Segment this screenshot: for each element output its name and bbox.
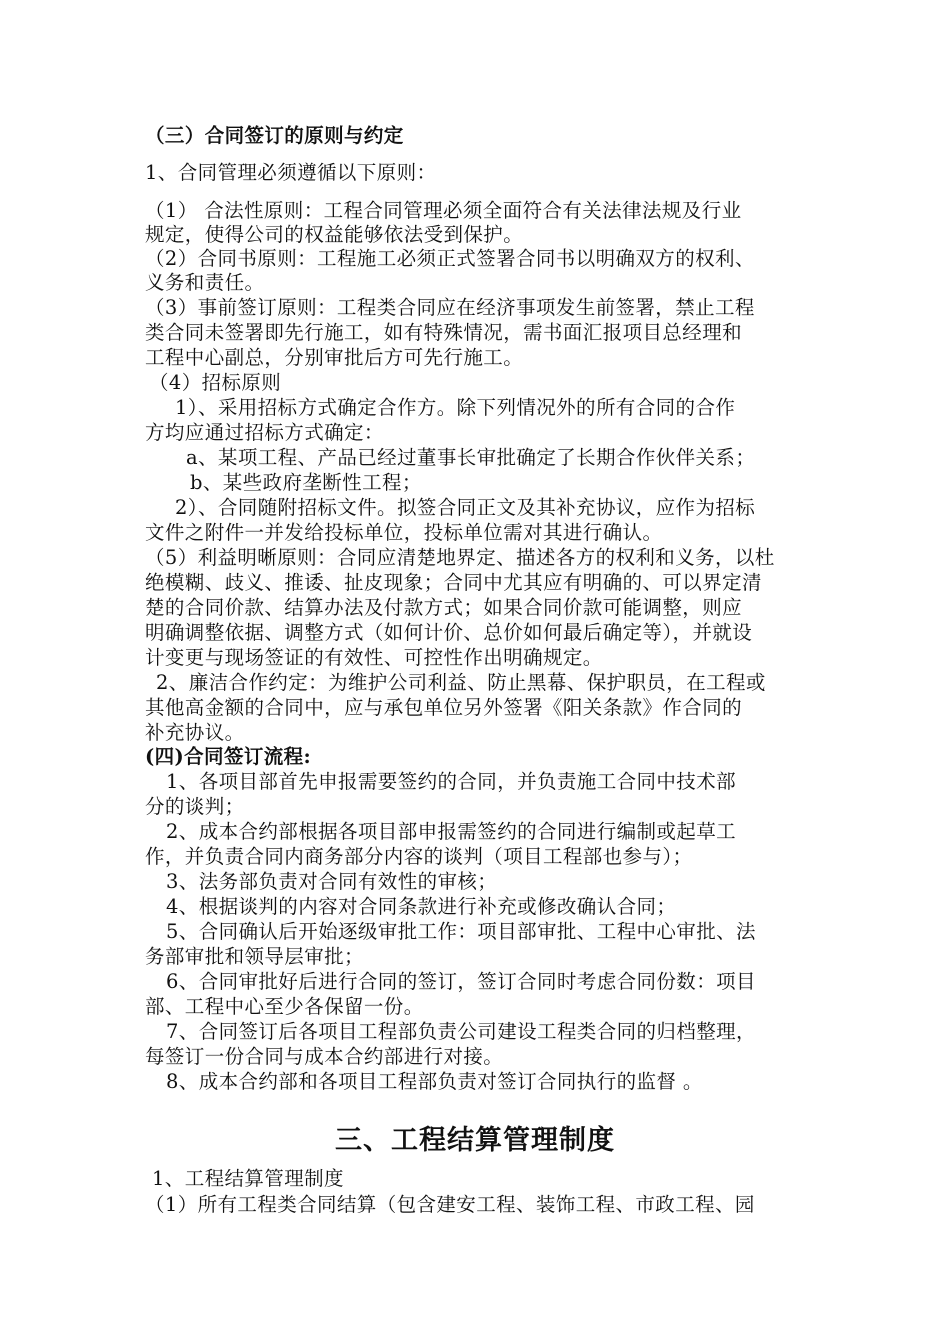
paragraph: 3、法务部负责对合同有效性的审核； [166,870,498,893]
paragraph: 文件之附件一并发给投标单位，投标单位需对其进行确认。 [145,521,663,544]
paragraph: 务部审批和领导层审批； [145,945,364,968]
paragraph: 4、根据谈判的内容对合同条款进行补充或修改确认合同； [166,895,677,918]
paragraph: 1、工程结算管理制度 [152,1167,344,1190]
paragraph: 6、合同审批好后进行合同的签订，签订合同时考虑合同份数：项目 [166,970,756,993]
section-3-heading: （三）合同签订的原则与约定 [145,124,404,147]
paragraph: 方均应通过招标方式确定： [145,421,384,444]
paragraph: 1、合同管理必须遵循以下原则： [145,161,437,184]
paragraph: （5）利益明晰原则：合同应清楚地界定、描述各方的权利和义务，以杜 [145,546,775,569]
section-4-heading: (四)合同签订流程: [145,745,312,768]
paragraph: 2、成本合约部根据各项目部申报需签约的合同进行编制或起草工 [166,820,737,843]
paragraph: 分的谈判； [145,795,245,818]
paragraph: 其他高金额的合同中，应与承包单位另外签署《阳关条款》作合同的 [145,696,743,719]
paragraph: （1） 合法性原则：工程合同管理必须全面符合有关法律法规及行业 [145,199,742,222]
paragraph: 7、合同签订后各项目工程部负责公司建设工程类合同的归档整理， [166,1020,756,1043]
paragraph: 规定，使得公司的权益能够依法受到保护。 [145,223,524,246]
paragraph: 部、工程中心至少各保留一份。 [145,995,424,1018]
paragraph: 2）、合同随附招标文件。拟签合同正文及其补充协议，应作为招标 [175,496,756,519]
paragraph: 1、各项目部首先申报需要签约的合同，并负责施工合同中技术部 [166,770,737,793]
paragraph: （4）招标原则 [149,371,282,394]
paragraph: b、某些政府垄断性工程； [190,471,422,494]
paragraph: 8、成本合约部和各项目工程部负责对签订合同执行的监督 。 [166,1070,703,1093]
paragraph: （2）合同书原则：工程施工必须正式签署合同书以明确双方的权利、 [145,247,755,270]
paragraph: 每签订一份合同与成本合约部进行对接。 [145,1045,504,1068]
paragraph: a、某项工程、产品已经过董事长审批确定了长期合作伙伴关系； [186,446,756,469]
paragraph: 绝模糊、歧义、推诿、扯皮现象；合同中尤其应有明确的、可以界定清 [145,571,762,594]
paragraph: 2、廉洁合作约定：为维护公司利益、防止黑幕、保护职员，在工程或 [156,671,766,694]
chapter-3-heading: 三、工程结算管理制度 [335,1125,615,1156]
paragraph: 计变更与现场签证的有效性、可控性作出明确规定。 [145,646,603,669]
paragraph: （3）事前签订原则：工程类合同应在经济事项发生前签署，禁止工程 [145,296,755,319]
paragraph: 作，并负责合同内商务部分内容的谈判（项目工程部也参与）； [145,845,693,868]
paragraph: 明确调整依据、调整方式（如何计价、总价如何最后确定等），并就设 [145,621,753,644]
paragraph: （1）所有工程类合同结算（包含建安工程、装饰工程、市政工程、园 [145,1193,755,1216]
paragraph: 5、合同确认后开始逐级审批工作：项目部审批、工程中心审批、法 [166,920,756,943]
paragraph: 补充协议。 [145,721,245,744]
paragraph: 义务和责任。 [145,271,265,294]
paragraph: 类合同未签署即先行施工，如有特殊情况，需书面汇报项目总经理和 [145,321,743,344]
paragraph: 1）、采用招标方式确定合作方。除下列情况外的所有合同的合作 [175,396,736,419]
paragraph: 工程中心副总，分别审批后方可先行施工。 [145,346,524,369]
paragraph: 楚的合同价款、结算办法及付款方式；如果合同价款可能调整，则应 [145,596,743,619]
